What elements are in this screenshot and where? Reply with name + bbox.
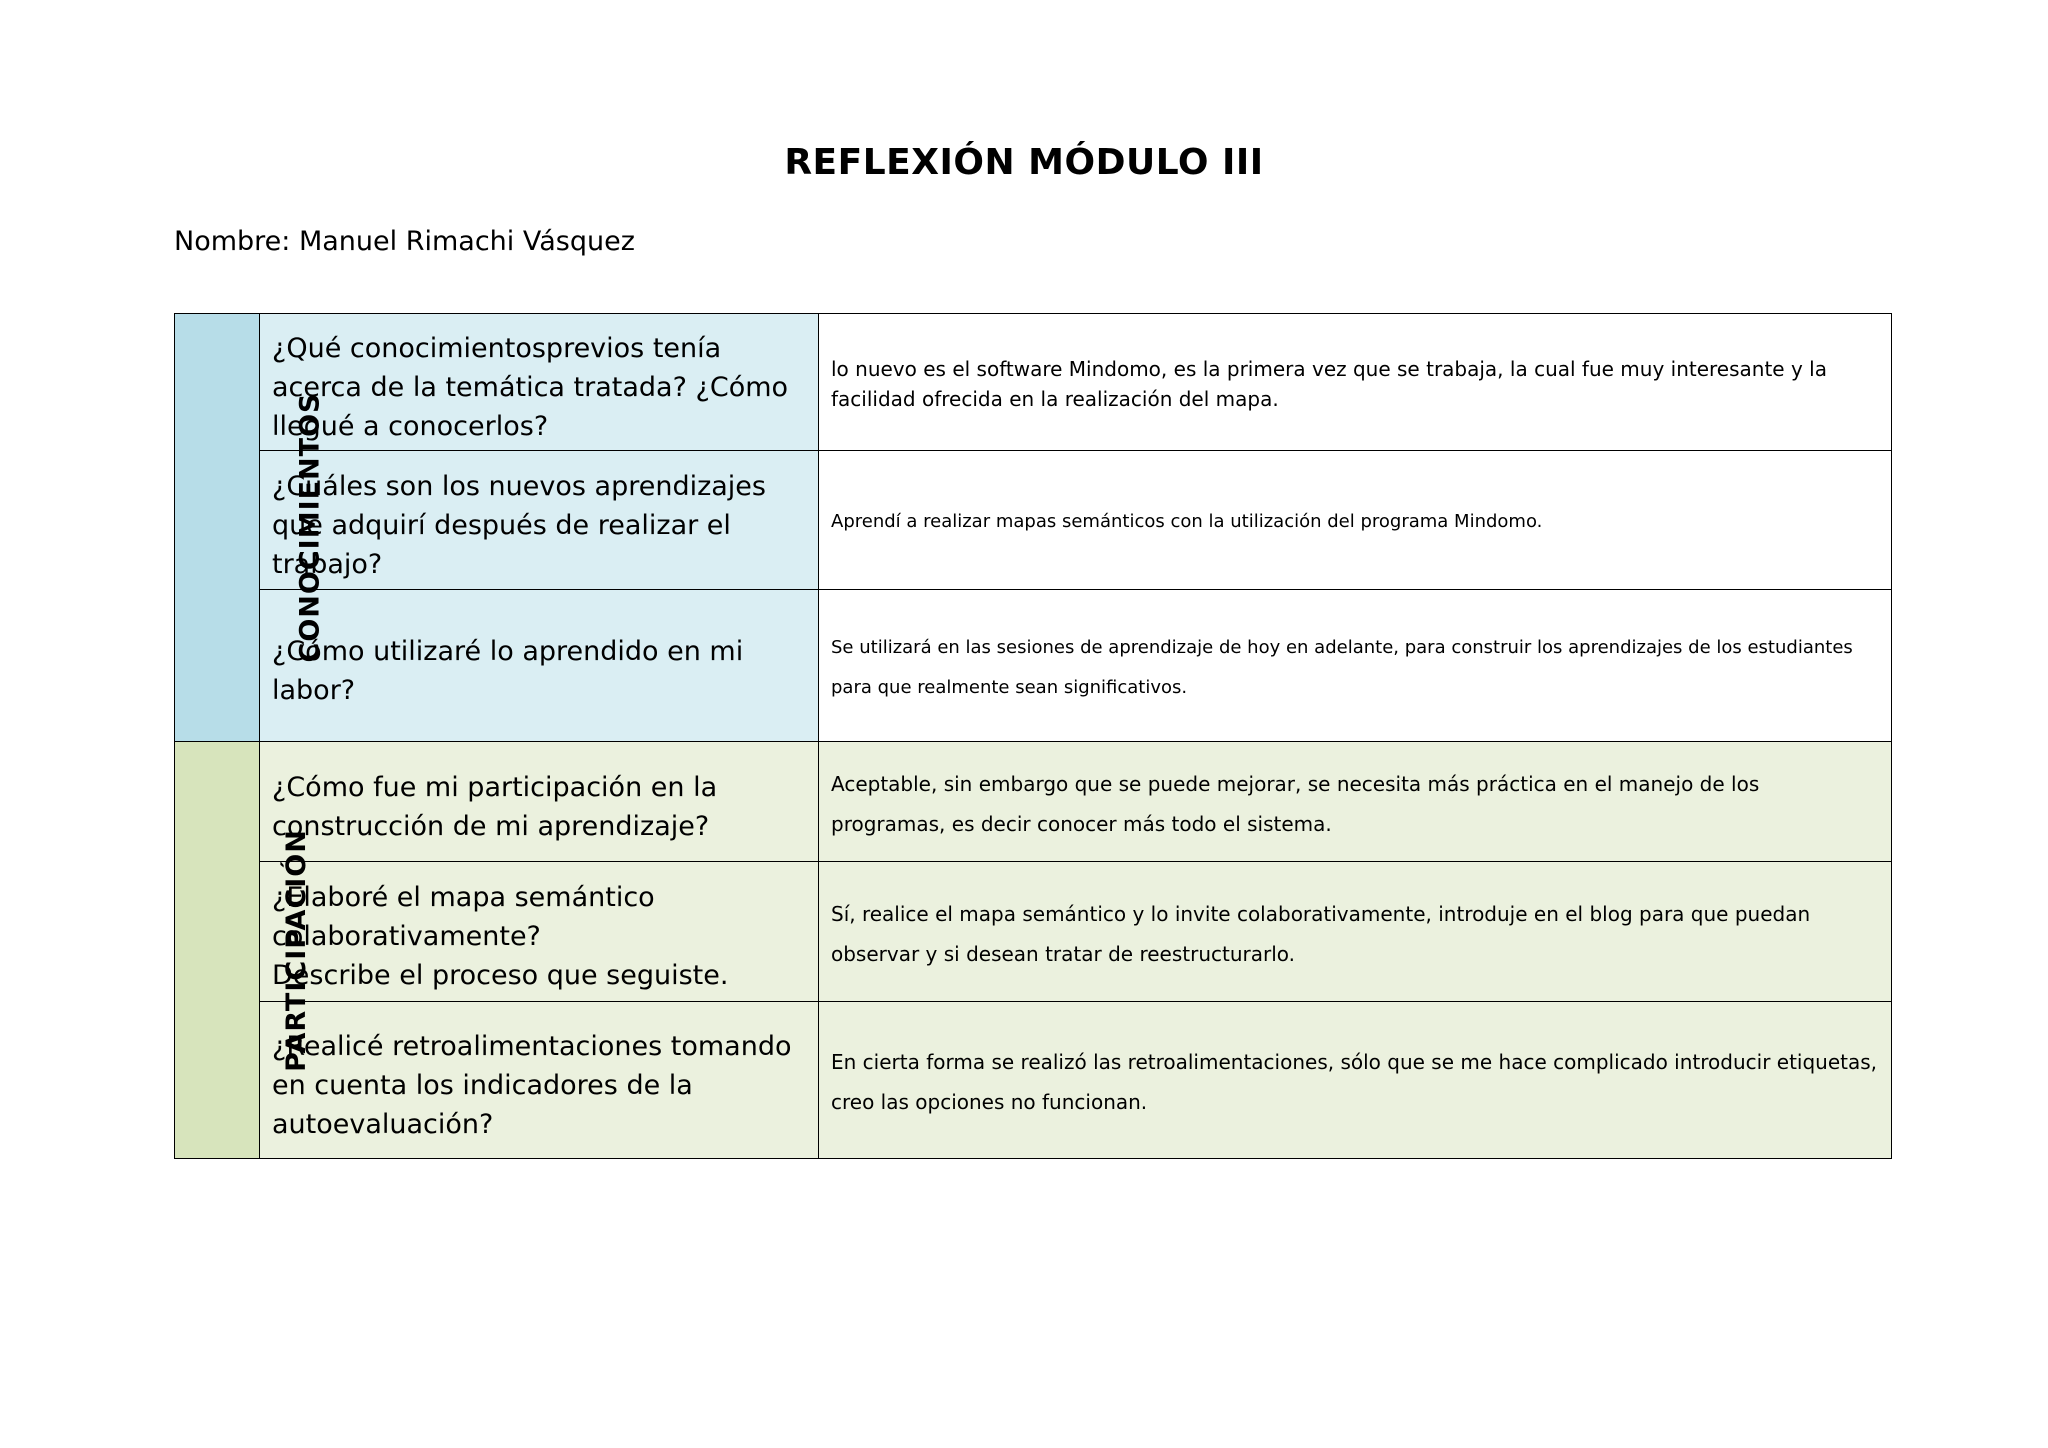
section-label: CONOCIMIENTOS — [294, 392, 326, 663]
table-row — [175, 451, 1892, 590]
table-row — [175, 314, 1892, 451]
question-cell — [260, 862, 819, 1002]
question-cell: ¿Qué conocimientosprevios tenía acerca de la temática tratada? ¿Cómo llegué a conocerlos? — [260, 314, 819, 451]
section-participacion — [175, 742, 312, 1159]
answer-cell: Aceptable, sin embargo que se puede mejorar, se necesita más práctica en el manejo de los programas, es decir conocer más todo el sistema. — [819, 742, 1892, 862]
question-cell: ¿Cuáles son los nuevos aprendizajes que adquirí después de realizar el trabajo? — [260, 451, 819, 590]
question-cell: ¿Realicé retroalimentaciones tomando en cuenta los indicadores de la autoevaluación? — [260, 1002, 819, 1159]
table-row — [175, 1002, 1892, 1159]
section-label: PARTICIPACIÓN — [280, 828, 312, 1072]
author-name: Nombre: Manuel Rimachi Vásquez — [174, 226, 635, 257]
table-row — [175, 590, 1892, 742]
question-line: ¿Elaboré el mapa semántico colaborativamente? — [272, 882, 655, 952]
answer-cell: Aprendí a realizar mapas semánticos con la utilización del programa Mindomo. — [819, 451, 1892, 590]
question-cell: ¿Cómo utilizaré lo aprendido en mi labor? — [260, 590, 819, 742]
table-row — [175, 742, 1892, 862]
answer-cell: Sí, realice el mapa semántico y lo invite colaborativamente, introduje en el blog para que puedan observar y si desean tratar de reestructurarlo. — [819, 862, 1892, 1002]
section-conocimientos — [175, 314, 326, 742]
answer-cell: lo nuevo es el software Mindomo, es la primera vez que se trabaja, la cual fue muy interesante y la facilidad ofrecida en la realización del mapa. — [819, 314, 1892, 451]
answer-cell: En cierta forma se realizó las retroalimentaciones, sólo que se me hace complicado introducir etiquetas, creo las opciones no funcionan. — [819, 1002, 1892, 1159]
table-row — [175, 862, 1892, 1002]
answer-cell: Se utilizará en las sesiones de aprendizaje de hoy en adelante, para construir los aprendizajes de los estudiantes para que realmente sean significativos. — [819, 590, 1892, 742]
document-title: REFLEXIÓN MÓDULO III — [784, 142, 1264, 183]
question-cell: ¿Cómo fue mi participación en la construcción de mi aprendizaje? — [260, 742, 819, 862]
reflection-table — [174, 313, 1892, 1159]
question-line: Describe el proceso que seguiste. — [272, 960, 729, 991]
